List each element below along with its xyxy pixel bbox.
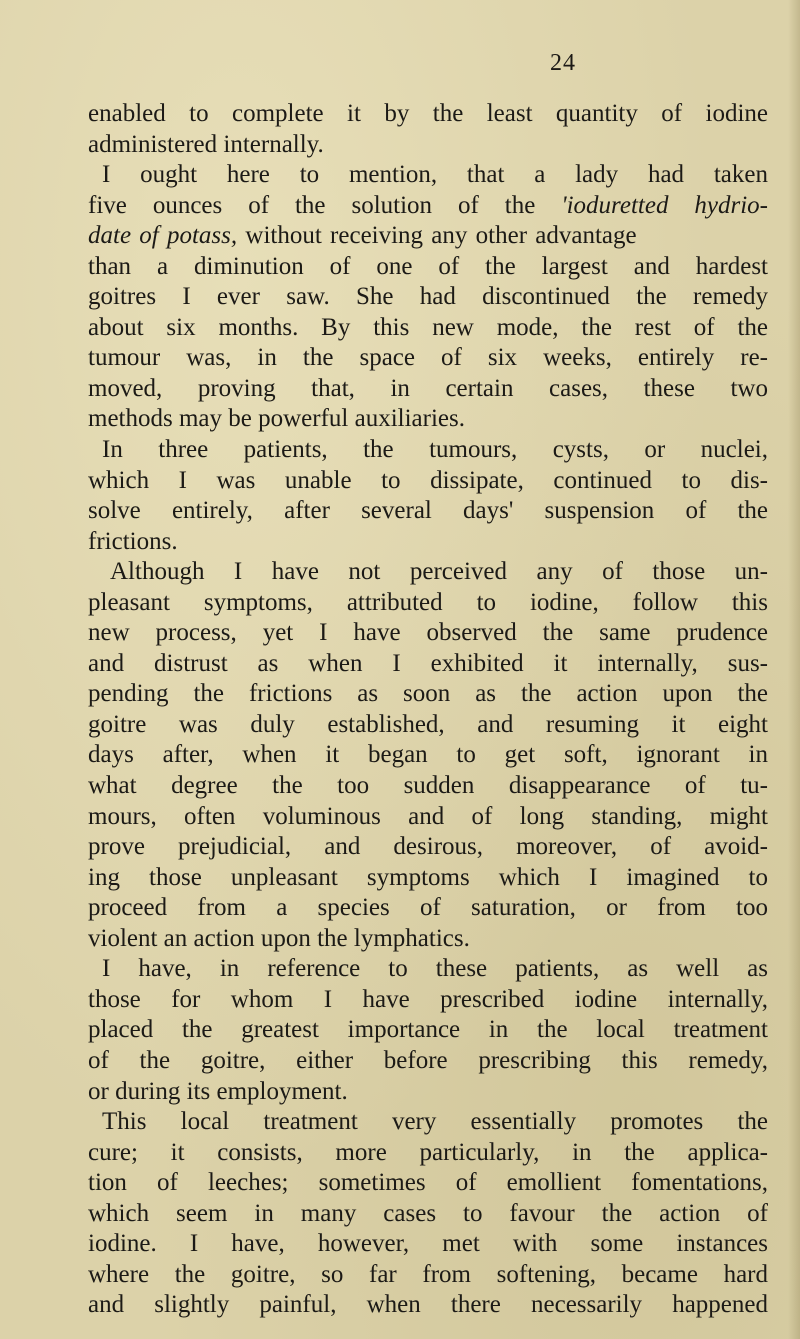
text-line: ing those unpleasant symptoms which I imagined to [88, 863, 768, 891]
text-line: In three patients, the tumours, cysts, or nuclei, [102, 436, 768, 464]
text-line: where the goitre, so far from softening, became hard [88, 1260, 768, 1288]
text-line: new process, yet I have observed the same prudence [88, 619, 768, 647]
text-line: goitres I ever saw. She had discontinued the remedy [88, 283, 768, 311]
text-line: or during its employment. [88, 1077, 348, 1105]
text-line: I ought here to mention, that a lady had taken [102, 161, 768, 189]
text-line: proceed from a species of saturation, or from too [88, 894, 768, 922]
body-text [88, 99, 768, 1321]
text-fragment: five ounces of the solution of the [88, 191, 536, 219]
page-number [0, 50, 800, 77]
text-line: methods may be powerful auxiliaries. [88, 405, 465, 433]
text-line: prove prejudicial, and desirous, moreover, of avoid- [88, 833, 768, 861]
text-line: Although I have not perceived any of those un- [110, 558, 768, 586]
text-line: solve entirely, after several days' suspension of the [88, 497, 768, 525]
text-line: mours, often voluminous and of long standing, might [88, 802, 768, 830]
text-line: I have, in reference to these patients, as well as [102, 955, 768, 983]
text-line: goitre was duly established, and resuming it eight [88, 710, 768, 738]
italic-term: date of potass, [88, 222, 238, 250]
text-line: administered internally. [88, 130, 324, 158]
text-line: enabled to complete it by the least quantity of iodine [88, 100, 768, 127]
text-line [88, 191, 768, 222]
text-line: tumour was, in the space of six weeks, entirely re- [88, 344, 768, 372]
text-line: tion of leeches; sometimes of emollient fomentations, [88, 1169, 768, 1197]
text-line: days after, when it began to get soft, ignorant in [88, 741, 768, 769]
text-line: those for whom I have prescribed iodine internally, [88, 985, 768, 1013]
text-line: and slightly painful, when there necessarily happened [88, 1291, 768, 1319]
text-line: and distrust as when I exhibited it internally, sus- [88, 649, 768, 677]
text-line: violent an action upon the lymphatics. [88, 924, 470, 952]
text-line: iodine. I have, however, met with some instances [88, 1230, 768, 1258]
text-line: about six months. By this new mode, the rest of the [88, 313, 768, 341]
text-line: moved, proving that, in certain cases, these two [88, 374, 768, 402]
text-line: what degree the too sudden disappearance of tu- [88, 772, 768, 800]
italic-term: 'ioduretted hydrio- [561, 191, 768, 219]
text-line: pleasant symptoms, attributed to iodine, follow this [88, 588, 768, 616]
text-line: than a diminution of one of the largest and hardest [88, 252, 768, 280]
text-line: frictions. [88, 527, 178, 555]
page-number-text: 24 [550, 50, 576, 76]
text-line [88, 221, 768, 252]
text-line: cure; it consists, more particularly, in the applica- [88, 1138, 768, 1166]
text-line: pending the frictions as soon as the action upon the [88, 680, 768, 708]
page-edge-shadow [788, 0, 800, 1339]
text-fragment: without receiving any other advantage [237, 222, 637, 250]
text-line: which I was unable to dissipate, continued to dis- [88, 466, 768, 494]
text-line: of the goitre, either before prescribing this remedy, [88, 1046, 768, 1074]
text-line: placed the greatest importance in the local treatment [88, 1016, 768, 1044]
text-line: which seem in many cases to favour the action of [88, 1199, 768, 1227]
text-line: This local treatment very essentially promotes the [102, 1108, 768, 1136]
